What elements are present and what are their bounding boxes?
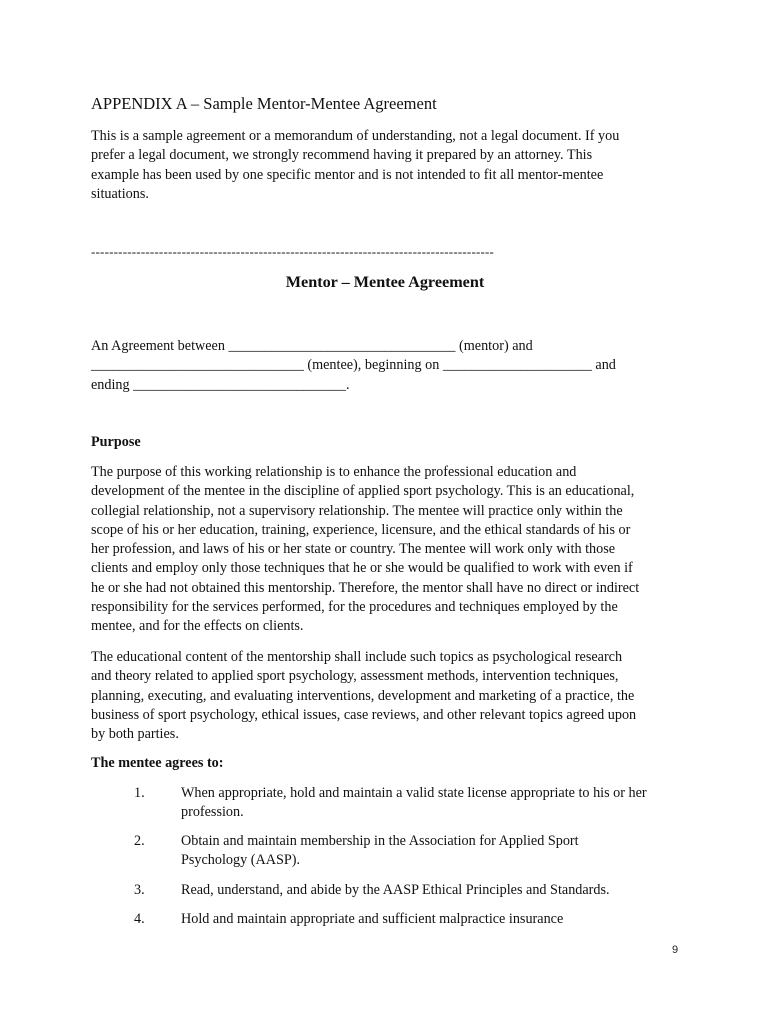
purpose-line: collegial relationship, not a supervisory relationship. The mentee will practice only within the [91, 502, 623, 519]
purpose-line: responsibility for the services performed, for the procedures and techniques employed by the [91, 599, 618, 616]
agreement-fields [91, 337, 691, 395]
purpose-line: her profession, and laws of his or her state or country. The mentee will work only with those [91, 541, 616, 558]
intro-line: This is a sample agreement or a memorandum of understanding, not a legal document. If you [91, 128, 620, 144]
purpose-line: The purpose of this working relationship is to enhance the professional education and [91, 464, 577, 480]
purpose-line: by both parties. [91, 726, 179, 743]
list-item-text [181, 881, 691, 900]
purpose-line: business of sport psychology, ethical issues, case reviews, and other relevant topics agreed upon [91, 706, 637, 723]
purpose-paragraph-1 [91, 463, 691, 637]
purpose-line: scope of his or her education, training, experience, licensure, and the ethical standards of his or [91, 521, 631, 538]
purpose-line: clients and employ only those techniques that he or she would be qualified to work with even if [91, 560, 633, 577]
page-number: 9 [672, 944, 679, 956]
list-item-text [181, 832, 691, 871]
list-item-line: Read, understand, and abide by the AASP Ethical Principles and Standards. [181, 882, 610, 898]
agreement-title: Mentor – Mentee Agreement [285, 273, 485, 291]
mentee-agrees-heading: The mentee agrees to: [91, 755, 224, 771]
list-item-number: 3. [134, 882, 145, 898]
purpose-line: and theory related to applied sport psychology, assessment methods, intervention techniques, [91, 668, 619, 685]
list-item-text [181, 784, 691, 823]
list-item-line: When appropriate, hold and maintain a valid state license appropriate to his or her [181, 785, 647, 801]
purpose-line: The educational content of the mentorship shall include such topics as psychological research [91, 649, 623, 665]
agreement-field-line: ______________________________ (mentee), beginning on _____________________ and [91, 357, 616, 374]
intro-line: situations. [91, 185, 149, 202]
list-item-text [181, 910, 691, 929]
purpose-line: mentee, and for the effects on clients. [91, 618, 304, 635]
list-item-number: 4. [134, 911, 145, 927]
appendix-title: APPENDIX A – Sample Mentor-Mentee Agreement [91, 94, 437, 113]
purpose-heading: Purpose [91, 434, 141, 450]
agreement-field-line: ending ______________________________. [91, 376, 350, 393]
intro-line: example has been used by one specific mentor and is not intended to fit all mentor-mentee [91, 166, 604, 183]
purpose-line: planning, executing, and evaluating interventions, development and marketing of a practice, the [91, 687, 635, 704]
purpose-paragraph-2 [91, 648, 691, 744]
list-item-number: 1. [134, 785, 145, 801]
list-item-line: Obtain and maintain membership in the Association for Applied Sport [181, 833, 579, 849]
list-item-line: Psychology (AASP). [181, 852, 301, 869]
dashed-divider: ----------------------------------------------------------------------------------------- [91, 244, 495, 259]
list-item-line: Hold and maintain appropriate and sufficient malpractice insurance [181, 911, 564, 927]
intro-line: prefer a legal document, we strongly recommend having it prepared by an attorney. This [91, 147, 593, 164]
list-item-number: 2. [134, 833, 145, 849]
purpose-line: he or she had not obtained this mentorship. Therefore, the mentor shall have no direct or indirect [91, 579, 640, 596]
purpose-line: development of the mentee in the discipline of applied sport psychology. This is an educational, [91, 483, 635, 500]
agreement-field-line: An Agreement between ________________________________ (mentor) and [91, 338, 533, 354]
list-item-line: profession. [181, 804, 244, 821]
intro-paragraph [91, 127, 691, 204]
